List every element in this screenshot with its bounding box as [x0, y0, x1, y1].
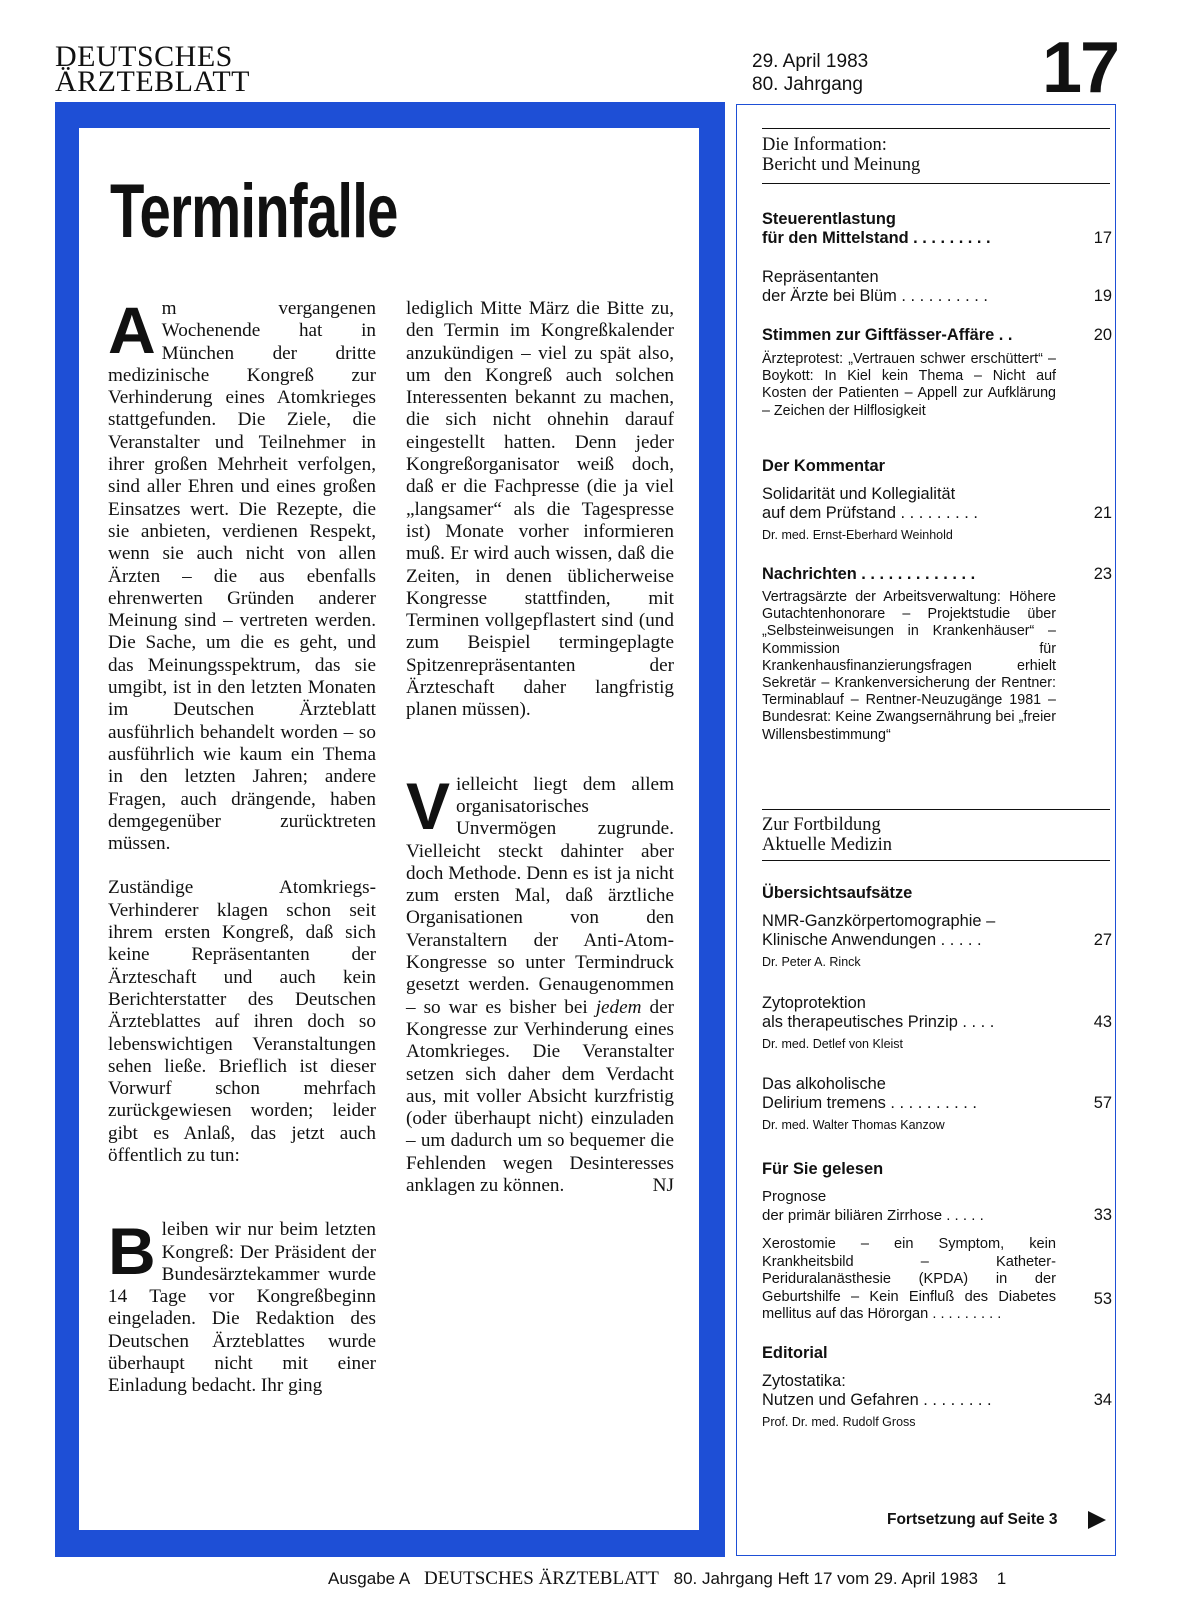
entry-title: Delirium tremens . . . . . . . . . . — [762, 1094, 977, 1112]
entry-author: Dr. med. Ernst-Eberhard Weinhold — [762, 528, 953, 542]
masthead-logo — [55, 40, 250, 98]
entry-title: Solidarität und Kollegialität — [762, 485, 956, 503]
entry-title: der primär biliären Zirrhose . . . . . — [762, 1207, 984, 1224]
footer-page: 1 — [996, 1569, 1007, 1588]
issue-date: 29. April 1983 — [752, 51, 869, 72]
entry-author: Dr. Peter A. Rinck — [762, 955, 861, 969]
issue-volume: 80. Jahrgang — [752, 74, 863, 95]
entry-title: Prognose — [762, 1188, 827, 1205]
toc-heading-editorial: Editorial — [762, 1344, 828, 1362]
entry-title: Nutzen und Gefahren . . . . . . . . — [762, 1391, 992, 1409]
masthead-line2: ÄRZTEBLATT — [55, 65, 250, 98]
article-paragraph — [108, 877, 376, 1167]
article-paragraph — [406, 768, 675, 1198]
entry-page: 21 — [1093, 504, 1112, 522]
article-title: Terminfalle — [110, 169, 398, 254]
entry-title: Repräsentanten — [762, 268, 879, 286]
footer-magazine: DEUTSCHES ÄRZTEBLATT — [424, 1568, 659, 1589]
toc-entry[interactable] — [762, 912, 1112, 950]
article-column-1 — [108, 293, 376, 1420]
drop-cap: B — [108, 1214, 156, 1289]
drop-cap: V — [406, 768, 451, 843]
entry-author: Dr. med. Walter Thomas Kanzow — [762, 1118, 945, 1132]
entry-description[interactable]: Xerostomie – ein Symptom, kein Krankheitsbild – Katheter-Periduralanästhesie (KPDA) in der Geburtshilfe – Kein Einfluß des Diabetes mellitus auf das Hörorgan . . . . . . . . . — [762, 1236, 1056, 1323]
entry-page: 34 — [1093, 1391, 1112, 1409]
entry-title: als therapeutisches Prinzip . . . . — [762, 1013, 995, 1031]
entry-title: auf dem Prüfstand . . . . . . . . . — [762, 504, 978, 522]
section-label-line: Aktuelle Medizin — [762, 835, 892, 855]
toc-entry[interactable] — [762, 1187, 1112, 1225]
paragraph-text: ielleicht liegt dem allem organisatorisches Unvermögen zugrunde. Vielleicht steckt dahinter aber doch Methode. Denn es ist ja nicht zum ersten Mal, daß ärztliche Organisationen von den Veranstaltern der Anti-Atom-Kongresse so unter Termindruck gesetzt werden. Genaugenommen – so war es bisher bei — [406, 773, 674, 1018]
section-label-line: Zur Fortbildung — [762, 815, 881, 835]
entry-page: 27 — [1093, 931, 1112, 949]
entry-title: der Ärzte bei Blüm . . . . . . . . . . — [762, 287, 988, 305]
entry-title: Zytoprotektion — [762, 994, 866, 1012]
entry-title: Zytostatika: — [762, 1372, 846, 1390]
divider — [762, 860, 1110, 861]
entry-page: 17 — [1093, 229, 1112, 247]
toc-entry[interactable] — [762, 268, 1112, 306]
issue-date-block — [752, 50, 868, 96]
toc-heading-gelesen: Für Sie gelesen — [762, 1160, 884, 1178]
footer-info: 80. Jahrgang Heft 17 vom 29. April 1983 — [673, 1569, 978, 1588]
entry-page: 53 — [1093, 1290, 1112, 1308]
divider — [762, 183, 1110, 184]
divider — [762, 128, 1110, 129]
article-paragraph — [108, 1214, 376, 1397]
entry-page: 43 — [1093, 1013, 1112, 1031]
toc-entry[interactable] — [762, 326, 1112, 345]
article-paragraph — [108, 293, 376, 855]
toc-entry[interactable] — [762, 210, 1112, 248]
entry-page: 19 — [1093, 287, 1112, 305]
article-column-2 — [406, 298, 674, 1219]
emphasis-text: jedem — [595, 996, 642, 1018]
paragraph-text: der Kongresse zur Verhinderung eines Atomkrieges. Die Veranstalter setzen sich daher dem Verdacht aus, mit voller Absicht kurzfristig (oder überhaupt nicht) einzuladen – um dadurch um so bequemer die Fehlenden wegen Desinteresses anklagen zu können. — [406, 996, 675, 1196]
section-label-line: Die Information: — [762, 135, 887, 155]
entry-title: Klinische Anwendungen . . . . . — [762, 931, 982, 949]
page-footer — [328, 1568, 1006, 1590]
toc-entry[interactable] — [762, 565, 1112, 584]
entry-description: Vertragsärzte der Arbeitsverwaltung: Höhere Gutachtenhonorare – Projektstudie über „Selbsteinweisungen in Krankenhäuser“ – Kommission für Krankenhausfinanzierungsfragen erhielt Sekretär – Krankenversicherung der Rentner: Terminablauf – Rentner-Neuzugänge 1981 – Bundesrat: Keine Zwangsernährung bei „freier Willensbestimmung“ — [762, 589, 1056, 743]
divider — [762, 809, 1110, 810]
entry-page: 57 — [1093, 1094, 1112, 1112]
paragraph-text: m vergangenen Wochenende hat in München der dritte medizinische Kongreß zur Verhinderung eines Atomkrieges stattgefunden. Die Ziele, die Veranstalter und Teilnehmer in ihrer großen Mehrheit verfolgen, sind aller Ehren und eines großen Einsatzes wert. Die Rezepte, die sie anbieten, verdienen Respekt, wenn sie auch nicht von allen Ärzten – die aus ebenfalls ehrenwerten Gründen anderer Meinung sind – vertreten werden. Die Sache, um die es geht, und das Meinungsspektrum, das sie umgibt, ist in den letzten Monaten im Deutschen Ärzteblatt ausführlich behandelt worden – so ausführlich wie kaum ein Thema in den letzten Jahren; andere Fragen, auch drängende, haben demgegenüber zurücktreten müssen. — [108, 298, 376, 855]
entry-title: Nachrichten . . . . . . . . . . . . . — [762, 565, 976, 583]
entry-page: 23 — [1093, 565, 1112, 583]
toc-entry[interactable] — [762, 1372, 1112, 1410]
entry-title: NMR-Ganzkörpertomographie – — [762, 912, 996, 930]
continued-link[interactable]: Fortsetzung auf Seite 3 — [887, 1511, 1058, 1528]
entry-title: Das alkoholische — [762, 1075, 886, 1093]
footer-edition: Ausgabe A — [328, 1569, 410, 1588]
entry-description: Ärzteprotest: „Vertrauen schwer erschüttert“ – Boykott: In Kiel kein Thema – Nicht auf Kosten der Patienten – Appell zur Aufklärung – Zeichen der Hilflosigkeit — [762, 351, 1056, 419]
entry-page: 33 — [1093, 1206, 1112, 1224]
paragraph-text: Zuständige Atomkriegs-Verhinderer klagen schon seit ihrem ersten Kongreß, daß sich keine Repräsentanten der Ärzteschaft und auch kein Berichterstatter des Deutschen Ärzteblattes auf ihren doch so lebenswichtigen Veranstaltungen sehen ließe. Brieflich ist dieser Vorwurf schon mehrfach zurückgewiesen worden; leider gibt es Anlaß, das jetzt auch öffentlich zu tun: — [108, 877, 376, 1166]
section-label-information — [762, 135, 1110, 175]
entry-author: Prof. Dr. med. Rudolf Gross — [762, 1415, 916, 1429]
toc-entry[interactable] — [762, 1075, 1112, 1113]
entry-title: für den Mittelstand . . . . . . . . . — [762, 229, 991, 247]
arrow-right-icon — [1088, 1511, 1106, 1529]
section-label-line: Bericht und Meinung — [762, 155, 921, 175]
entry-title: Stimmen zur Giftfässer-Affäre . . — [762, 326, 1013, 344]
entry-title: Steuerentlastung — [762, 210, 896, 228]
section-label-fortbildung — [762, 815, 1110, 855]
drop-cap: A — [108, 293, 156, 367]
toc-heading-uebersicht: Übersichtsaufsätze — [762, 884, 913, 902]
entry-author: Dr. med. Detlef von Kleist — [762, 1037, 904, 1051]
toc-heading-kommentar: Der Kommentar — [762, 457, 885, 475]
entry-page: 20 — [1093, 326, 1112, 344]
article-signature: NJ — [652, 1174, 674, 1196]
article-paragraph: lediglich Mitte März die Bitte zu, den Termin im Kongreßkalender anzukündigen – viel zu spät also, um den Kongreß auch solchen Interessenten bekannt zu machen, die sich nicht ohnehin darauf eingestellt hatten. Denn jeder Kongreßorganisator weiß doch, daß er die Fachpresse (die ja viel „langsamer“ als die Tagespresse ist) Monate vorher informieren muß. Er wird auch wissen, daß die Zeiten, in denen üblicherweise Kongresse stattfinden, mit Terminen vollgepflastert sind (und zum Beispiel termingeplagte Spitzenrepräsentanten der Ärzteschaft daher langfristig planen müssen). — [406, 298, 674, 721]
toc-entry[interactable] — [762, 994, 1112, 1032]
toc-entry[interactable] — [762, 485, 1112, 523]
issue-number: 17 — [1042, 28, 1119, 108]
masthead-line1: DEUTSCHES — [55, 40, 233, 73]
paragraph-text: leiben wir nur beim letzten Kongreß: Der Präsident der Bundesärztekammer wurde 14 Tage vor Kongreßbeginn eingeladen. Die Redaktion des Deutschen Ärzteblattes wurde überhaupt nicht mit einer Einladung bedacht. Ihr ging — [108, 1219, 376, 1397]
